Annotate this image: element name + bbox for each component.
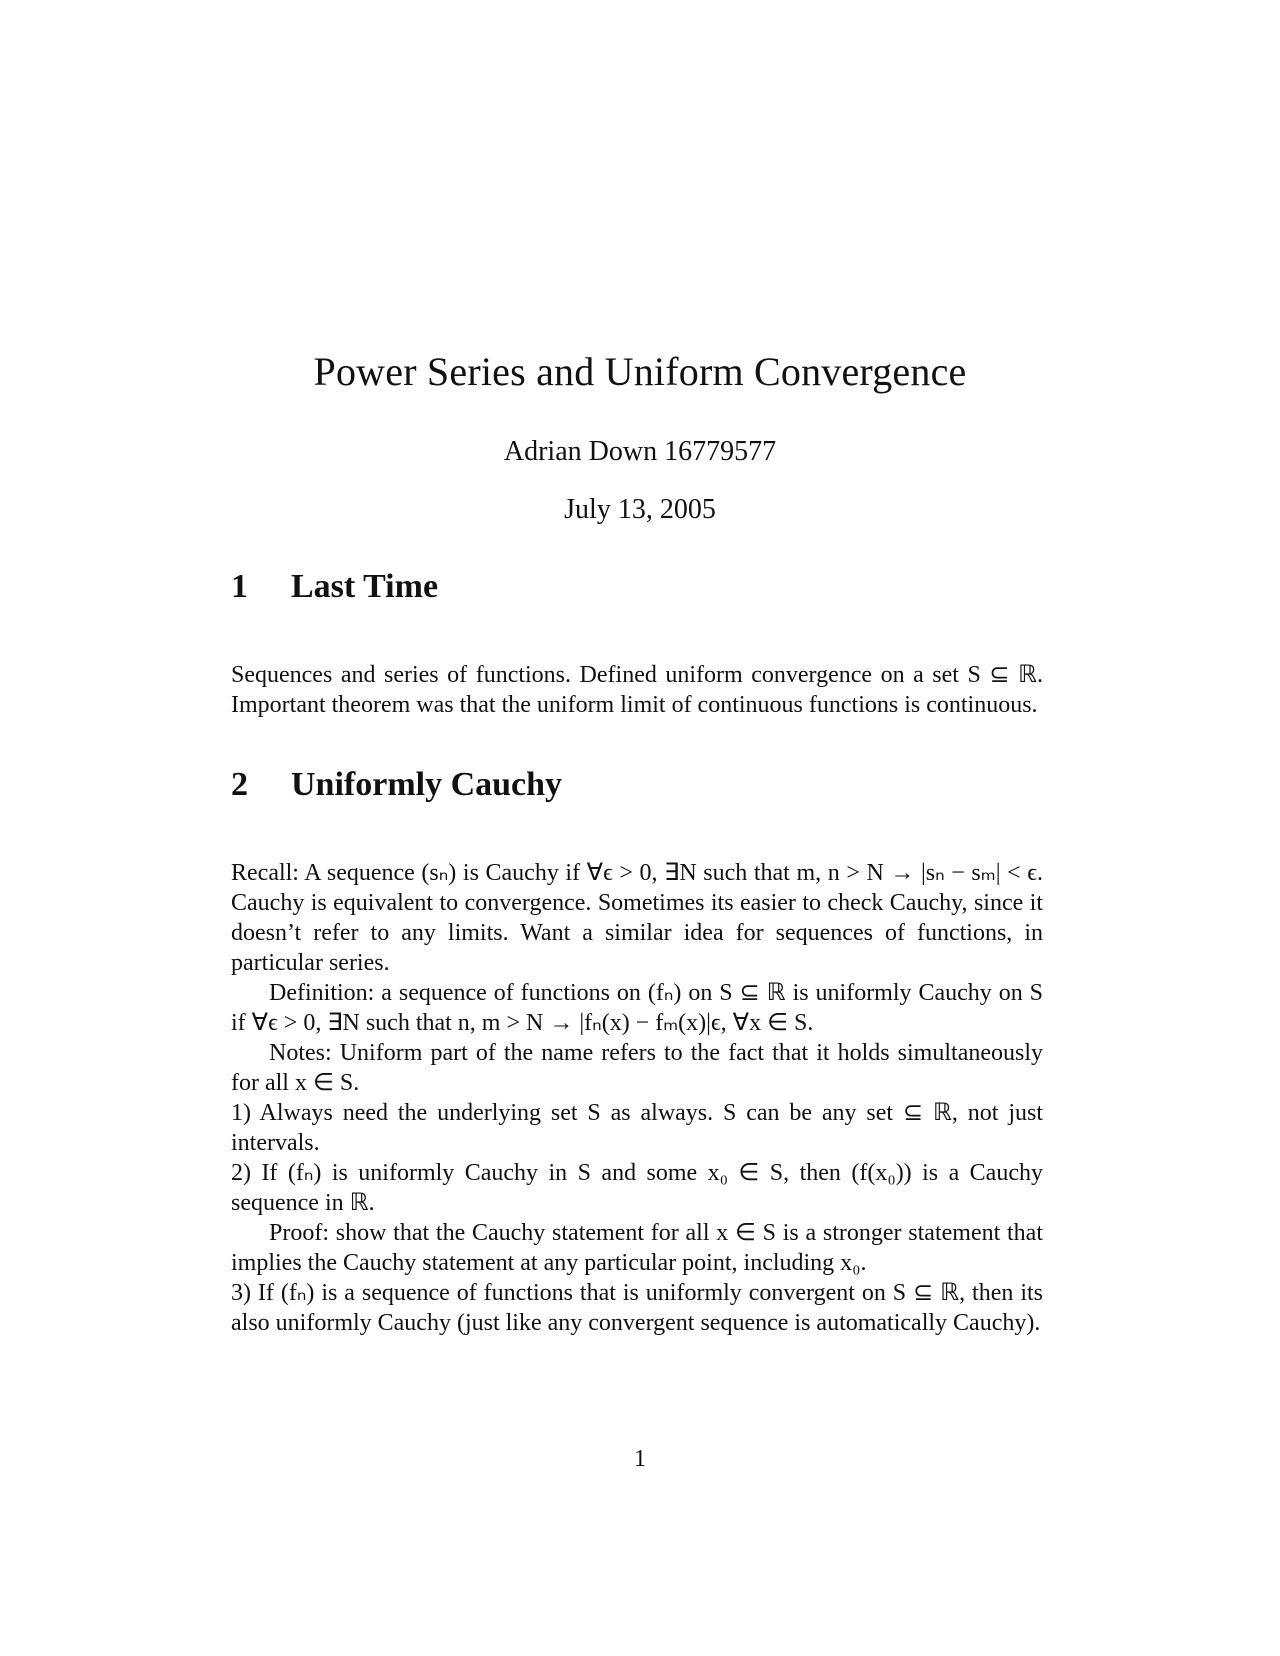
paragraph-proof: Proof: show that the Cauchy statement for all x ∈ S is a stronger statement that implies the Cauchy statement at any particular point, including x₀.: [231, 1220, 1043, 1276]
paragraph-note-2: 2) If (fₙ) is uniformly Cauchy in S and some x₀ ∈ S, then (f(x₀)) is a Cauchy sequence in ℝ.: [231, 1160, 1043, 1216]
section-heading-last-time: [231, 568, 438, 606]
section-title: Last Time: [291, 568, 439, 605]
page-number: 1: [634, 1446, 646, 1472]
section-body-last-time: [231, 660, 1043, 720]
section-title: Uniformly Cauchy: [291, 766, 563, 803]
document-title: Power Series and Uniform Convergence: [313, 349, 967, 394]
paragraph-recall: Recall: A sequence (sₙ) is Cauchy if ∀ϵ > 0, ∃N such that m, n > N → |sₙ − sₘ| < ϵ. Cauchy is equivalent to convergence. Sometimes its easier to check Cauchy, since it doesn’t refer to any limits. Want a similar idea for sequences of functions, in particular series.: [231, 860, 1043, 976]
section-heading-uniformly-cauchy: [231, 766, 562, 804]
section-number: 2: [231, 766, 248, 803]
paragraph-note-3: 3) If (fₙ) is a sequence of functions that is uniformly convergent on S ⊆ ℝ, then its also uniformly Cauchy (just like any convergent sequence is automatically Cauchy).: [231, 1280, 1043, 1336]
section-body-uniformly-cauchy: [231, 858, 1043, 1338]
paragraph: Sequences and series of functions. Defined uniform convergence on a set S ⊆ ℝ. Important theorem was that the uniform limit of continuous functions is continuous.: [231, 662, 1043, 718]
paragraph-note-1: 1) Always need the underlying set S as always. S can be any set ⊆ ℝ, not just intervals.: [231, 1100, 1043, 1156]
paragraph-definition: Definition: a sequence of functions on (fₙ) on S ⊆ ℝ is uniformly Cauchy on S if ∀ϵ > 0, ∃N such that n, m > N → |fₙ(x) − fₘ(x)|ϵ, ∀x ∈ S.: [231, 980, 1043, 1036]
document-date: July 13, 2005: [564, 494, 716, 525]
document-author: Adrian Down 16779577: [503, 436, 777, 467]
paragraph-notes: Notes: Uniform part of the name refers to the fact that it holds simultaneously for all x ∈ S.: [231, 1040, 1043, 1096]
section-number: 1: [231, 568, 248, 605]
